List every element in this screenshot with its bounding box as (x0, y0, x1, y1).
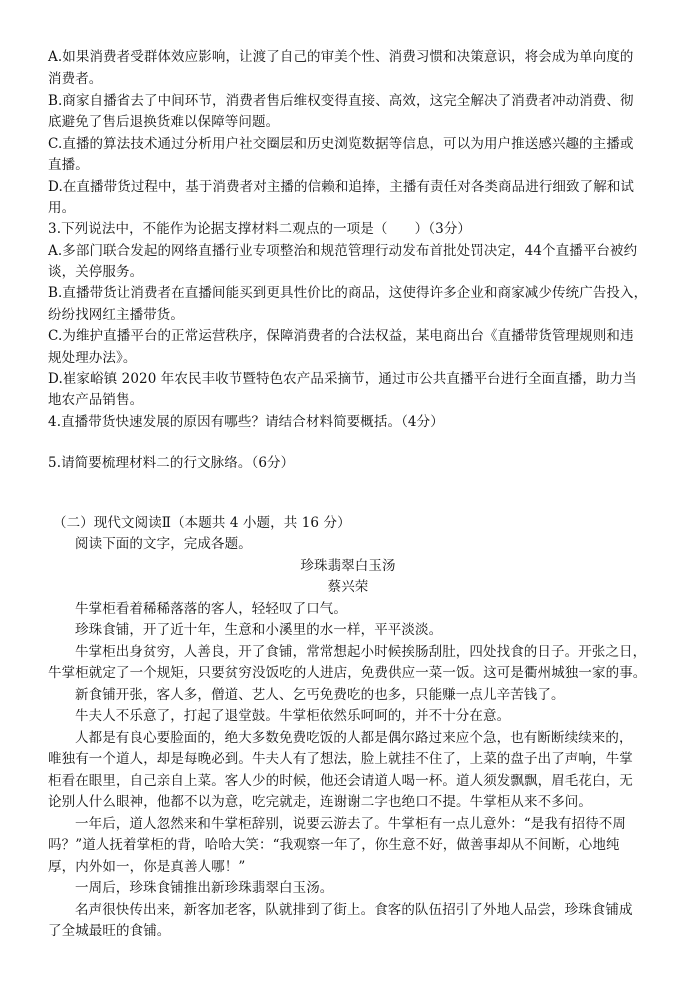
option-c-line1: C.直播的算法技术通过分析用户社交圈层和历史浏览数据等信息，可以为用户推送感兴趣的主播或 (48, 136, 634, 152)
q3-option-d-line1: D.崔家峪镇 2020 年农民丰收节暨特色农产品采摘节，通过市公共直播平台进行全面直播，助力当 (48, 371, 637, 387)
q3-option-b-line1: B.直播带货让消费者在直播间能买到更具性价比的商品，这使得许多企业和商家减少传统广告投入， (48, 285, 648, 301)
option-d-line1: D.在直播带货过程中，基于消费者对主播的信赖和追捧，主播有责任对各类商品进行细致了解和试 (48, 179, 635, 195)
paragraph-9-line1: 名声很快传出来，新客加老客，队就排到了街上。食客的队伍招引了外地人品尝，珍珠食铺成 (75, 902, 633, 918)
paragraph-6-line2: 唯独有一个道人，却是每晚必到。牛夫人有了想法，脸上就挂不住了，上菜的盘子出了声响，牛掌 (48, 751, 633, 767)
section-2-heading: （二）现代文阅读Ⅱ（本题共 4 小题，共 16 分） (53, 515, 351, 531)
q3-option-a-line1: A.多部门联合发起的网络直播行业专项整治和规范管理行动发布首批处罚决定，44个直播平台被约 (48, 243, 638, 259)
paragraph-1: 牛掌柜看着稀稀落落的客人，轻轻叹了口气。 (75, 601, 347, 617)
paragraph-3-line1: 牛掌柜出身贫穷，人善良，开了食铺，常常想起小时候挨肠刮肚，四处找食的日子。开张之日， (75, 644, 647, 660)
paragraph-8: 一周后，珍珠食铺推出新珍珠翡翠白玉汤。 (75, 880, 334, 896)
paragraph-2: 珍珠食铺，开了近十年，生意和小溪里的水一样，平平淡淡。 (75, 622, 443, 638)
option-d-line2: 用。 (48, 200, 76, 216)
q3-option-b-line2: 纷纷找网红主播带货。 (48, 307, 184, 323)
paragraph-7-line3: 厚，内外如一，你是真善人哪！” (48, 859, 246, 875)
option-a-line1: A.如果消费者受群体效应影响，让渡了自己的审美个性、消费习惯和决策意识，将会成为单向度的 (48, 49, 634, 65)
q3-option-c-line1: C.为维护直播平台的正常运营秩序，保障消费者的合法权益，某电商出台《直播带货管理规则和违 (48, 328, 634, 344)
option-c-line2: 直播。 (48, 157, 89, 173)
question-3-stem: 3.下列说法中，不能作为论据支撑材料二观点的一项是（ ）（3分） (48, 221, 472, 237)
q3-option-a-line2: 谈，关停服务。 (48, 264, 144, 280)
paragraph-7-line1: 一年后，道人忽然来和牛掌柜辞别，说要云游去了。牛掌柜有一点儿意外：“是我有招待不周 (75, 816, 626, 832)
reading-instruction: 阅读下面的文字，完成各题。 (75, 536, 252, 552)
option-a-line2: 消费者。 (48, 71, 103, 87)
question-5: 5.请简要梳理材料二的行文脉络。（6分） (48, 455, 295, 471)
paragraph-7-line2: 吗？”道人抚着掌柜的背，哈哈大笑：“我观察一年了，你生意不好，做善事却从不间断，心地纯 (48, 837, 620, 853)
story-author: 蔡兴荣 (327, 579, 369, 595)
paragraph-3-line2: 牛掌柜就定了一个规矩，只要贫穷没饭吃的人进店，免费供应一菜一饭。这可是衢州城独一家的事。 (48, 665, 647, 681)
paragraph-4: 新食铺开张，客人多，僧道、艺人、乞丐免费吃的也多，只能赚一点儿辛苦钱了。 (75, 687, 565, 703)
q3-option-d-line2: 地农产品销售。 (48, 392, 144, 408)
q3-option-c-line2: 规处理办法》。 (48, 350, 137, 366)
paragraph-6-line1: 人都是有良心要脸面的，绝大多数免费吃饭的人都是偶尔路过来应个急，也有断断续续来的， (75, 730, 633, 746)
paragraph-6-line3: 柜看在眼里，自己亲自上菜。客人少的时候，他还会请道人喝一杯。道人须发飘飘，眉毛花白，无 (48, 773, 633, 789)
paragraph-6-line4: 论别人什么眼神，他都不以为意，吃完就走，连谢谢二字也绝口不提。牛掌柜从来不多问。 (48, 794, 592, 810)
question-4: 4.直播带货快速发展的原因有哪些？请结合材料简要概括。（4分） (48, 414, 444, 430)
paragraph-5: 牛夫人不乐意了，打起了退堂鼓。牛掌柜依然乐呵呵的，并不十分在意。 (75, 708, 511, 724)
option-b-line2: 底避免了售后退换货难以保障等问题。 (48, 114, 280, 130)
paragraph-9-line2: 了全城最旺的食铺。 (48, 923, 171, 939)
story-title: 珍珠翡翠白玉汤 (300, 558, 396, 574)
option-b-line1: B.商家自播省去了中间环节，消费者售后维权变得直接、高效，这完全解决了消费者冲动消费、彻 (48, 93, 634, 109)
